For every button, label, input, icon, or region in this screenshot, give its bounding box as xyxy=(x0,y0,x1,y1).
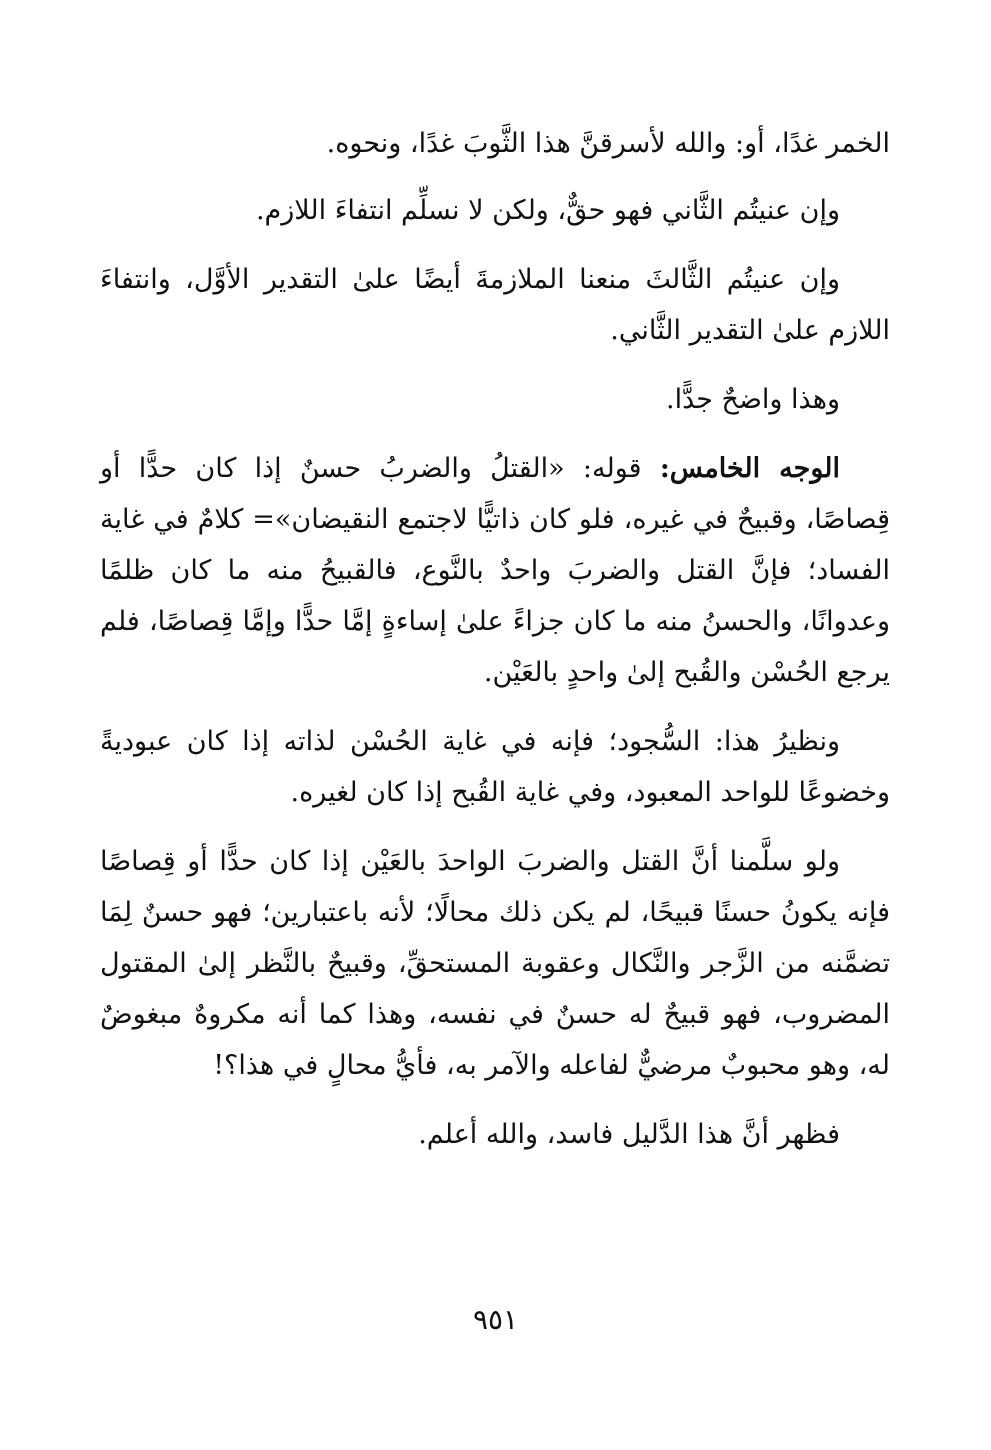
paragraph-1-text: الخمر غدًا، أو: والله لأسرقنَّ هذا الثَّوبَ غدًا، ونحوه. xyxy=(326,128,890,159)
paragraph-3-text: وإن عنيتُم الثَّالثَ منعنا الملازمةَ أيضًا علىٰ التقدير الأوَّل، وانتفاءَ اللازم علىٰ التقدير الثَّاني. xyxy=(100,264,890,346)
paragraph-6 xyxy=(100,716,890,818)
paragraph-4 xyxy=(100,374,890,425)
paragraph-1 xyxy=(100,118,890,169)
paragraph-2 xyxy=(100,185,890,236)
paragraph-8-text: فظهر أنَّ هذا الدَّليل فاسد، والله أعلم. xyxy=(418,1119,840,1150)
page-body xyxy=(100,118,890,1178)
paragraph-7 xyxy=(100,836,890,1091)
section-heading: الوجه الخامس: xyxy=(659,453,840,484)
paragraph-3 xyxy=(100,254,890,356)
paragraph-6-text: ونظيرُ هذا: السُّجود؛ فإنه في غاية الحُسْن لذاته إذا كان عبوديةً وخضوعًا للواحد المعبود، وفي غاية القُبح إذا كان لغيره. xyxy=(100,726,890,808)
paragraph-2-text: وإن عنيتُم الثَّاني فهو حقٌّ، ولكن لا نسلِّم انتفاءَ اللازم. xyxy=(255,195,840,226)
paragraph-5 xyxy=(100,443,890,698)
page-number: ٩٥١ xyxy=(472,1303,519,1336)
paragraph-8 xyxy=(100,1109,890,1160)
paragraph-7-text: ولو سلَّمنا أنَّ القتل والضربَ الواحدَ بالعَيْن إذا كان حدًّا أو قِصاصًا فإنه يكونُ حسنًا قبيحًا، لم يكن ذلك محالًا؛ لأنه باعتبارين؛ فهو حسنٌ لِمَا تضمَّنه من الزَّجر والنَّكال وعقوبة المستحقِّ، وقبيحٌ بالنَّظر إلىٰ المقتول المضروب، فهو قبيحٌ له حسنٌ في نفسه، وهذا كما أنه مكروهٌ مبغوضٌ له، وهو محبوبٌ مرضيٌّ لفاعله والآمر به، فأيُّ محالٍ في هذا؟! xyxy=(100,846,890,1081)
paragraph-5-text: قوله: «القتلُ والضربُ حسنٌ إذا كان حدًّا أو قِصاصًا، وقبيحٌ في غيره، فلو كان ذاتيًّا لاجتمع النقيضان»= كلامٌ في غاية الفساد؛ فإنَّ القتل والضربَ واحدٌ بالنَّوع، فالقبيحُ منه ما كان ظلمًا وعدوانًا، والحسنُ منه ما كان جزاءً علىٰ إساءةٍ إمَّا حدًّا وإمَّا قِصاصًا، فلم يرجع الحُسْن والقُبح إلىٰ واحدٍ بالعَيْن. xyxy=(100,453,890,688)
paragraph-4-text: وهذا واضحٌ جدًّا. xyxy=(666,384,840,415)
